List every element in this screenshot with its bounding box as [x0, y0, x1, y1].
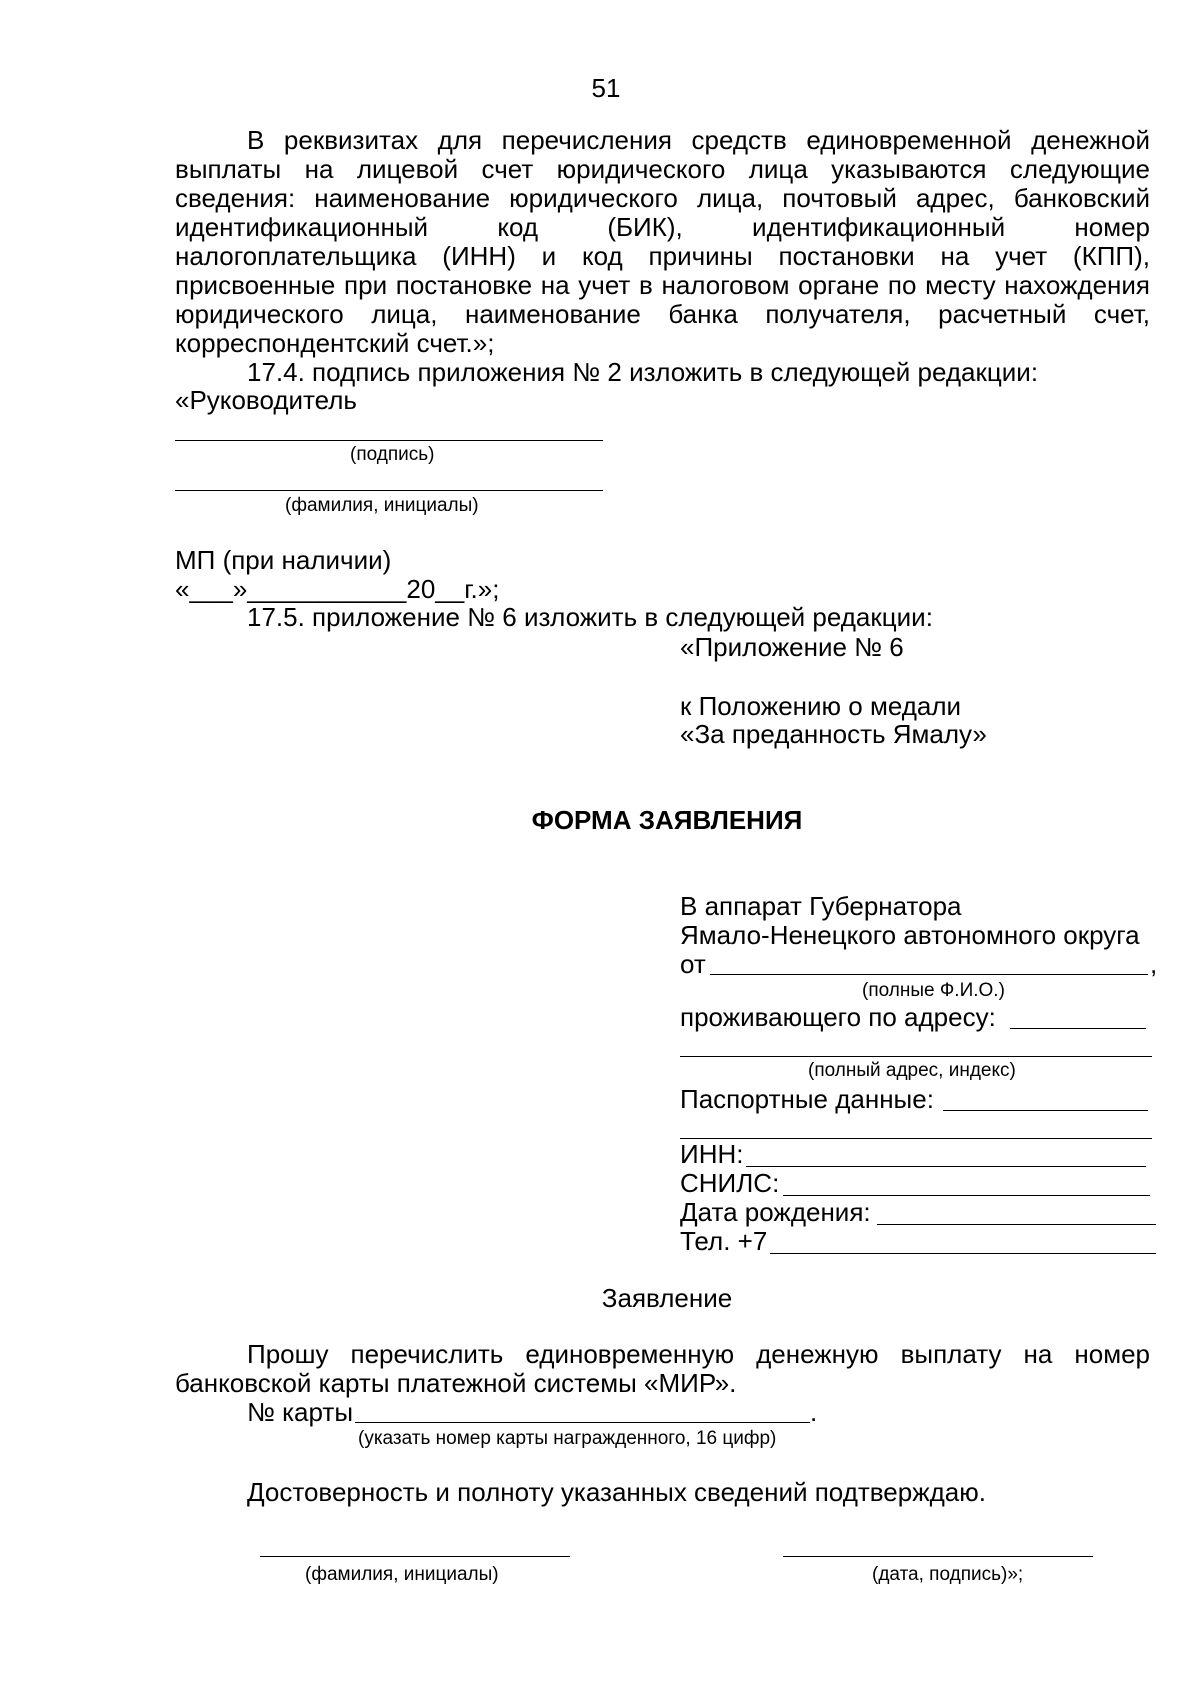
birth-label: Дата рождения: — [680, 1197, 871, 1227]
head-title: «Руководитель — [175, 385, 357, 415]
statement-body — [175, 1340, 1150, 1398]
phone-label: Тел. +7 — [680, 1226, 768, 1256]
requisites-line: сведения: наименование юридического лица, почтовый адрес, банковский — [175, 183, 1150, 213]
from-end: , — [1150, 949, 1158, 979]
snils-label: СНИЛС: — [680, 1168, 780, 1198]
requisites-line: юридического лица, наименование банка получателя, расчетный счет, — [175, 299, 1150, 329]
form-title: ФОРМА ЗАЯВЛЕНИЯ — [531, 805, 803, 835]
phone-field-line — [770, 1253, 1156, 1254]
card-end: . — [810, 1397, 818, 1427]
appendix-medal: «За преданность Ямалу» — [680, 719, 987, 749]
addressee-line1: В аппарат Губернатора — [680, 891, 962, 921]
signature-caption: (подпись) — [350, 444, 435, 465]
address-caption: (полный адрес, индекс) — [808, 1060, 1016, 1081]
bottom-surname-caption: (фамилия, инициалы) — [305, 1564, 499, 1585]
requisites-line: присвоенные при постановке на учет в налоговом органе по месту нахождения — [175, 270, 1150, 300]
surname-caption: (фамилия, инициалы) — [285, 495, 479, 516]
stamp-text: МП (при наличии) — [175, 545, 392, 575]
bottom-surname-line — [260, 1556, 570, 1557]
requisites-line: В реквизитах для перечисления средств единовременной денежной — [247, 125, 1150, 155]
appendix-number: «Приложение № 6 — [680, 632, 904, 662]
requisites-line: идентификационный код (БИК), идентификационный номер — [175, 212, 1150, 242]
bottom-date-line — [783, 1556, 1093, 1557]
statement-line: банковской карты платежной системы «МИР». — [175, 1368, 737, 1398]
page-number: 51 — [591, 73, 621, 103]
requisites-line: налогоплательщика (ИНН) и код причины постановки на учет (КПП), — [175, 241, 1150, 271]
appendix-ref: к Положению о медали — [680, 691, 962, 721]
requisites-line: корреспондентский счет.»; — [175, 328, 495, 358]
requisites-line: выплаты на лицевой счет юридического лица указываются следующие — [175, 154, 1150, 184]
statement-line: Прошу перечислить единовременную денежную выплату на номер — [247, 1339, 1150, 1369]
date-line: «___»___________20__г.»; — [175, 574, 500, 604]
snils-field-line — [783, 1195, 1150, 1196]
item-17-4: 17.4. подпись приложения № 2 изложить в следующей редакции: — [247, 357, 1039, 387]
bottom-date-caption: (дата, подпись)»; — [872, 1564, 1024, 1585]
inn-field-line — [746, 1166, 1146, 1167]
passport-label: Паспортные данные: — [680, 1084, 934, 1114]
item-17-5: 17.5. приложение № 6 изложить в следующей редакции: — [247, 602, 933, 632]
passport-field-line-2 — [680, 1138, 1152, 1139]
fio-caption: (полные Ф.И.О.) — [862, 980, 1005, 1001]
card-caption: (указать номер карты награжденного, 16 цифр) — [358, 1428, 777, 1449]
fio-field-line — [710, 974, 1148, 975]
card-field-line — [355, 1422, 810, 1423]
requisites-paragraph — [175, 126, 1150, 358]
card-label: № карты — [247, 1397, 354, 1427]
address-field-line-1 — [1010, 1028, 1146, 1029]
surname-line — [175, 490, 603, 491]
birth-field-line — [877, 1224, 1156, 1225]
address-field-line-2 — [680, 1056, 1152, 1057]
signature-line — [175, 440, 603, 441]
confirmation-text: Достоверность и полноту указанных сведений подтверждаю. — [247, 1477, 986, 1507]
addressee-line2: Ямало-Ненецкого автономного округа — [680, 920, 1140, 950]
inn-label: ИНН: — [680, 1139, 744, 1169]
from-label: от — [680, 949, 706, 979]
statement-title: Заявление — [601, 1283, 733, 1313]
passport-field-line-1 — [943, 1110, 1148, 1111]
address-label: проживающего по адресу: — [680, 1002, 996, 1032]
